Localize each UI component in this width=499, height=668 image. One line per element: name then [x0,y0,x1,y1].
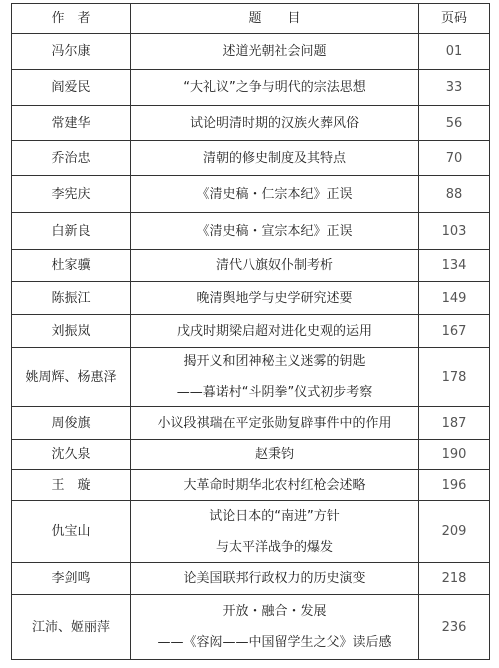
title-cell [131,440,419,470]
title-cell [131,106,419,141]
title-line: 揭开义和团神秘主义迷雾的钥匙 [183,354,366,369]
author-cell: 乔治忠 [12,141,131,176]
title-line: 试论日本的“南进”方针 [209,508,340,524]
title-cell [131,213,419,250]
title-cell [131,315,419,348]
toc-row [12,563,490,595]
title-line: 赵秉钧 [254,447,294,462]
title-line: ——《容闳——中国留学生之父》读后感 [157,635,392,650]
toc-row [12,250,490,282]
author-cell: 冯尔康 [12,34,131,70]
title-cell [131,250,419,282]
toc-row [12,440,490,470]
toc-row [12,470,490,501]
title-cell [131,407,419,440]
toc-row [12,315,490,348]
title-cell [131,348,419,407]
toc-row [12,70,490,106]
title-line: 《清史稿・仁宗本纪》正误 [196,186,353,202]
toc-row [12,106,490,141]
toc-row [12,176,490,213]
header-row [12,4,490,34]
title-line: 《清史稿・宣宗本纪》正误 [196,223,353,239]
page-number-cell: 190 [419,440,490,470]
title-line: 述道光朝社会问题 [222,44,327,59]
author-cell: 陈振江 [12,282,131,315]
toc-row [12,34,490,70]
page-number-cell: 134 [419,250,490,282]
page-number-cell: 01 [419,34,490,70]
page-number-cell: 167 [419,315,490,348]
page-number-cell: 56 [419,106,490,141]
page-number-cell: 196 [419,470,490,501]
page-header: 页码 [419,4,490,34]
title-cell [131,70,419,106]
author-cell: 杜家骥 [12,250,131,282]
title-line: ——暮诺村“斗阴拳”仪式初步考察 [176,385,373,400]
page-number-cell: 149 [419,282,490,315]
page-number-cell: 218 [419,563,490,595]
page-number-cell: 187 [419,407,490,440]
title-cell [131,34,419,70]
toc-row [12,595,490,660]
toc-row [12,501,490,563]
title-line: 试论明清时期的汉族火葬风俗 [189,115,359,131]
title-header: 题 目 [131,4,419,34]
title-cell [131,141,419,176]
author-cell: 常建华 [12,106,131,141]
page-number-cell: 88 [419,176,490,213]
title-line: 与太平洋战争的爆发 [215,539,333,555]
title-line: 小议段祺瑞在平定张勋复辟事件中的作用 [157,415,392,431]
title-line: 清代八旗奴仆制考析 [215,258,333,273]
toc-row [12,213,490,250]
title-line: 晚清舆地学与史学研究述要 [196,290,353,306]
author-cell: 王 璇 [12,470,131,501]
title-line: 开放・融合・发展 [222,604,327,619]
title-cell [131,501,419,563]
title-line: 清朝的修史制度及其特点 [202,150,346,166]
author-cell: 沈久泉 [12,440,131,470]
toc-table [11,3,490,660]
title-line: 论美国联邦行政权力的历史演变 [183,571,366,586]
author-cell: 刘振岚 [12,315,131,348]
title-cell [131,470,419,501]
title-line: 大革命时期华北农村红枪会述略 [183,477,366,493]
title-line: 戊戌时期梁启超对进化史观的运用 [176,323,372,339]
author-cell: 周俊旗 [12,407,131,440]
page-number-cell: 33 [419,70,490,106]
author-cell: 李宪庆 [12,176,131,213]
toc-row [12,282,490,315]
author-cell: 阎爱民 [12,70,131,106]
toc-row [12,141,490,176]
author-cell: 白新良 [12,213,131,250]
toc-row [12,348,490,407]
title-cell [131,563,419,595]
title-cell [131,176,419,213]
author-cell: 江沛、姬丽萍 [12,595,131,660]
author-cell: 李剑鸣 [12,563,131,595]
page-number-cell: 209 [419,501,490,563]
author-cell: 仇宝山 [12,501,131,563]
page-number-cell: 236 [419,595,490,660]
author-header: 作 者 [12,4,131,34]
title-cell [131,282,419,315]
title-cell [131,595,419,660]
toc-row [12,407,490,440]
page-number-cell: 70 [419,141,490,176]
author-cell: 姚周辉、杨惠泽 [12,348,131,407]
page-number-cell: 103 [419,213,490,250]
page-number-cell: 178 [419,348,490,407]
title-line: “大礼议”之争与明代的宗法思想 [183,80,366,95]
